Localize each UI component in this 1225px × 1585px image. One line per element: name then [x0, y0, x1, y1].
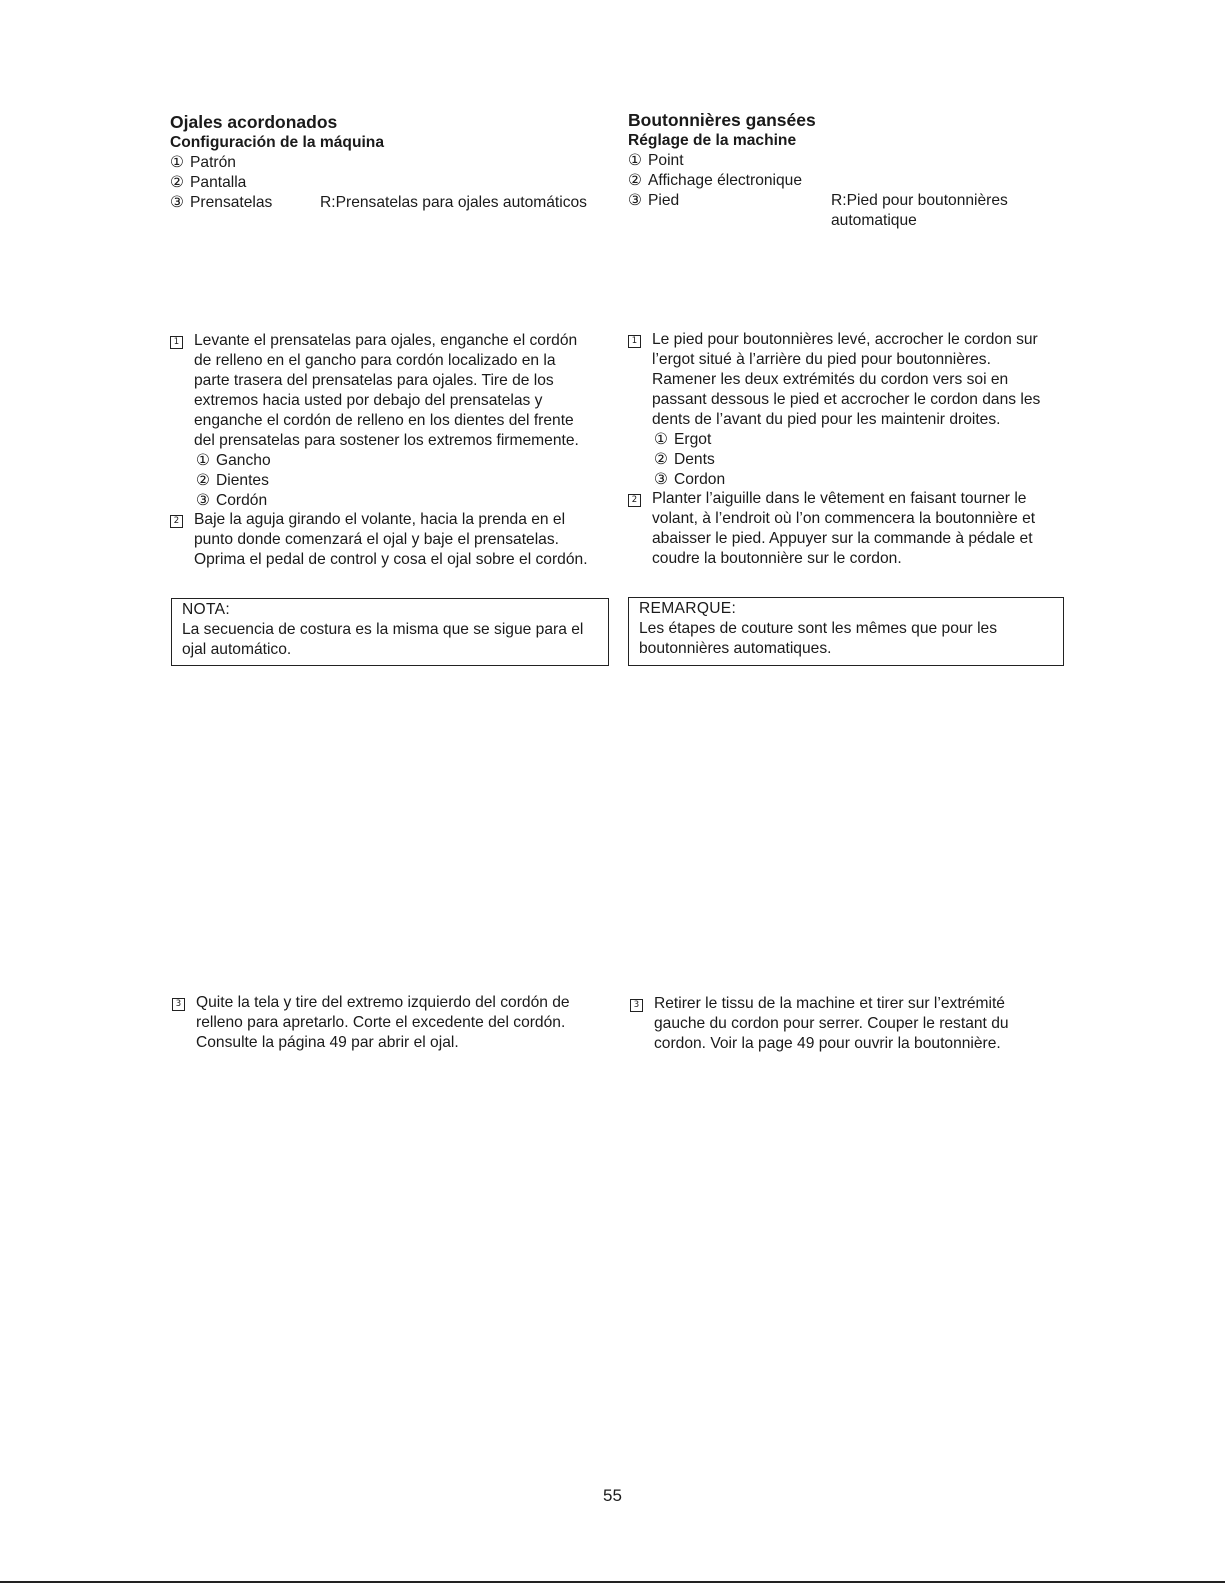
fr-subtitle: Réglage de la machine: [628, 132, 797, 149]
fr-setting-3: [628, 191, 679, 211]
es-setting-2-label: Pantalla: [190, 174, 247, 191]
es-step-3-text: [196, 993, 626, 1053]
es-step-1-number: 1: [170, 336, 183, 349]
fr-part-1-label: Ergot: [674, 431, 712, 448]
fr-step-1-line: Ramener les deux extrémités du cordon vers soi en: [652, 371, 1009, 388]
fr-setting-3-label: Pied: [648, 192, 680, 209]
es-part-3-num: ③: [196, 492, 210, 509]
fr-setting-3-value: R:Pied pour boutonnières: [831, 192, 1008, 209]
fr-setting-2-label: Affichage électronique: [648, 172, 803, 189]
fr-step-1-line: l’ergot situé à l’arrière du pied pour boutonnières.: [652, 351, 991, 368]
es-note-box: [171, 598, 609, 666]
es-setting-3-value: R:Prensatelas para ojales automáticos: [320, 194, 587, 211]
es-step-1-line: parte trasera del prensatelas para ojales. Tire de los: [194, 372, 554, 389]
es-setting-3: [170, 193, 272, 213]
fr-note-line: Les étapes de couture sont les mêmes que pour les: [639, 620, 998, 637]
es-note-line: La secuencia de costura es la misma que se sigue para el: [182, 621, 584, 638]
fr-part-2-num: ②: [654, 451, 668, 468]
es-step-1-line: del prensatelas para sostener los extremos firmemente.: [194, 432, 579, 449]
es-setting-2: [170, 173, 246, 193]
es-step-1-line: enganche el cordón de relleno en los dientes del frente: [194, 412, 574, 429]
es-setting-1-label: Patrón: [190, 154, 236, 171]
fr-note-title: REMARQUE:: [639, 600, 737, 617]
es-step-1-line: de relleno en el gancho para cordón localizado en la: [194, 352, 556, 369]
fr-step-1: [628, 330, 1041, 488]
fr-step-1-number: 1: [628, 335, 641, 348]
fr-step-1-line: passant dessous le pied et accrocher le cordon dans les: [652, 391, 1041, 408]
fr-part-2-label: Dents: [674, 451, 715, 468]
fr-setting-3-num: ③: [628, 192, 642, 209]
fr-part-3: [652, 470, 1082, 490]
es-step-2-line: Oprima el pedal de control y cosa el ojal sobre el cordón.: [194, 551, 588, 568]
es-part-3-label: Cordón: [216, 492, 268, 509]
fr-note-box: [628, 597, 1064, 666]
es-step-1-line: extremos hacia usted por debajo del prensatelas y: [194, 392, 543, 409]
es-step-1: [170, 331, 579, 509]
fr-part-1-num: ①: [654, 431, 668, 448]
es-step-2-line: punto donde comenzará el ojal y baje el prensatelas.: [194, 531, 559, 548]
es-setting-3-label: Prensatelas: [190, 194, 273, 211]
es-step-2-line: Baje la aguja girando el volante, hacia la prenda en el: [194, 511, 566, 528]
fr-step-2-text: [652, 489, 1082, 569]
fr-step-3-line: Retirer le tissu de la machine et tirer sur l’extrémité: [654, 995, 1005, 1012]
es-step-1-text: [194, 331, 624, 511]
fr-step-3: [630, 994, 1009, 1052]
fr-setting-2: [628, 171, 802, 191]
es-part-3: [194, 491, 624, 511]
es-title: Ojales acordonados: [170, 112, 338, 132]
fr-title: Boutonnières gansées: [628, 110, 816, 130]
fr-note-line: boutonnières automatiques.: [639, 640, 832, 657]
es-step-1-line: Levante el prensatelas para ojales, enganche el cordón: [194, 332, 578, 349]
fr-part-3-num: ③: [654, 471, 668, 488]
fr-setting-3-value-cont: automatique: [831, 212, 917, 229]
fr-step-1-line: Le pied pour boutonnières levé, accrocher le cordon sur: [652, 331, 1038, 348]
es-step-3: [172, 993, 570, 1051]
es-setting-1: [170, 153, 236, 173]
es-step-3-line: Consulte la página 49 par abrir el ojal.: [196, 1034, 459, 1051]
fr-step-1-text: [652, 330, 1082, 490]
fr-step-2: [628, 489, 1036, 567]
fr-step-2-number: 2: [628, 494, 641, 507]
fr-part-2: [652, 450, 1082, 470]
fr-step-2-line: coudre la boutonnière sur le cordon.: [652, 550, 902, 567]
fr-setting-1-label: Point: [648, 152, 684, 169]
es-part-1-label: Gancho: [216, 452, 271, 469]
es-step-3-line: relleno para apretarlo. Corte el excedente del cordón.: [196, 1014, 566, 1031]
es-part-1: [194, 451, 624, 471]
fr-step-3-text: [654, 994, 1084, 1054]
fr-setting-1-num: ①: [628, 152, 642, 169]
es-part-1-num: ①: [196, 452, 210, 469]
fr-step-2-line: volant, à l’endroit où l’on commencera la boutonnière et: [652, 510, 1036, 527]
fr-part-3-label: Cordon: [674, 471, 726, 488]
fr-setting-2-num: ②: [628, 172, 642, 189]
es-setting-1-num: ①: [170, 154, 184, 171]
fr-step-1-line: dents de l’avant du pied pour les maintenir droites.: [652, 411, 1001, 428]
es-part-2-label: Dientes: [216, 472, 269, 489]
es-setting-3-num: ③: [170, 194, 184, 211]
es-part-2-num: ②: [196, 472, 210, 489]
es-note-title: NOTA:: [182, 601, 230, 618]
es-part-2: [194, 471, 624, 491]
fr-step-3-number: 3: [630, 999, 643, 1012]
es-note-line: ojal automático.: [182, 641, 292, 658]
es-step-2: [170, 510, 588, 568]
fr-step-2-line: abaisser le pied. Appuyer sur la commande à pédale et: [652, 530, 1033, 547]
es-subtitle: Configuración de la máquina: [170, 134, 385, 151]
fr-setting-1: [628, 151, 684, 171]
es-step-3-number: 3: [172, 998, 185, 1011]
fr-step-3-line: cordon. Voir la page 49 pour ouvrir la boutonnière.: [654, 1035, 1001, 1052]
es-step-2-text: [194, 510, 624, 570]
fr-step-2-line: Planter l’aiguille dans le vêtement en faisant tourner le: [652, 490, 1027, 507]
es-step-2-number: 2: [170, 515, 183, 528]
bottom-rule: [0, 1581, 1225, 1583]
es-step-3-line: Quite la tela y tire del extremo izquierdo del cordón de: [196, 994, 570, 1011]
page-number: 55: [603, 1486, 622, 1505]
fr-step-3-line: gauche du cordon pour serrer. Couper le restant du: [654, 1015, 1009, 1032]
fr-part-1: [652, 430, 1082, 450]
es-setting-2-num: ②: [170, 174, 184, 191]
